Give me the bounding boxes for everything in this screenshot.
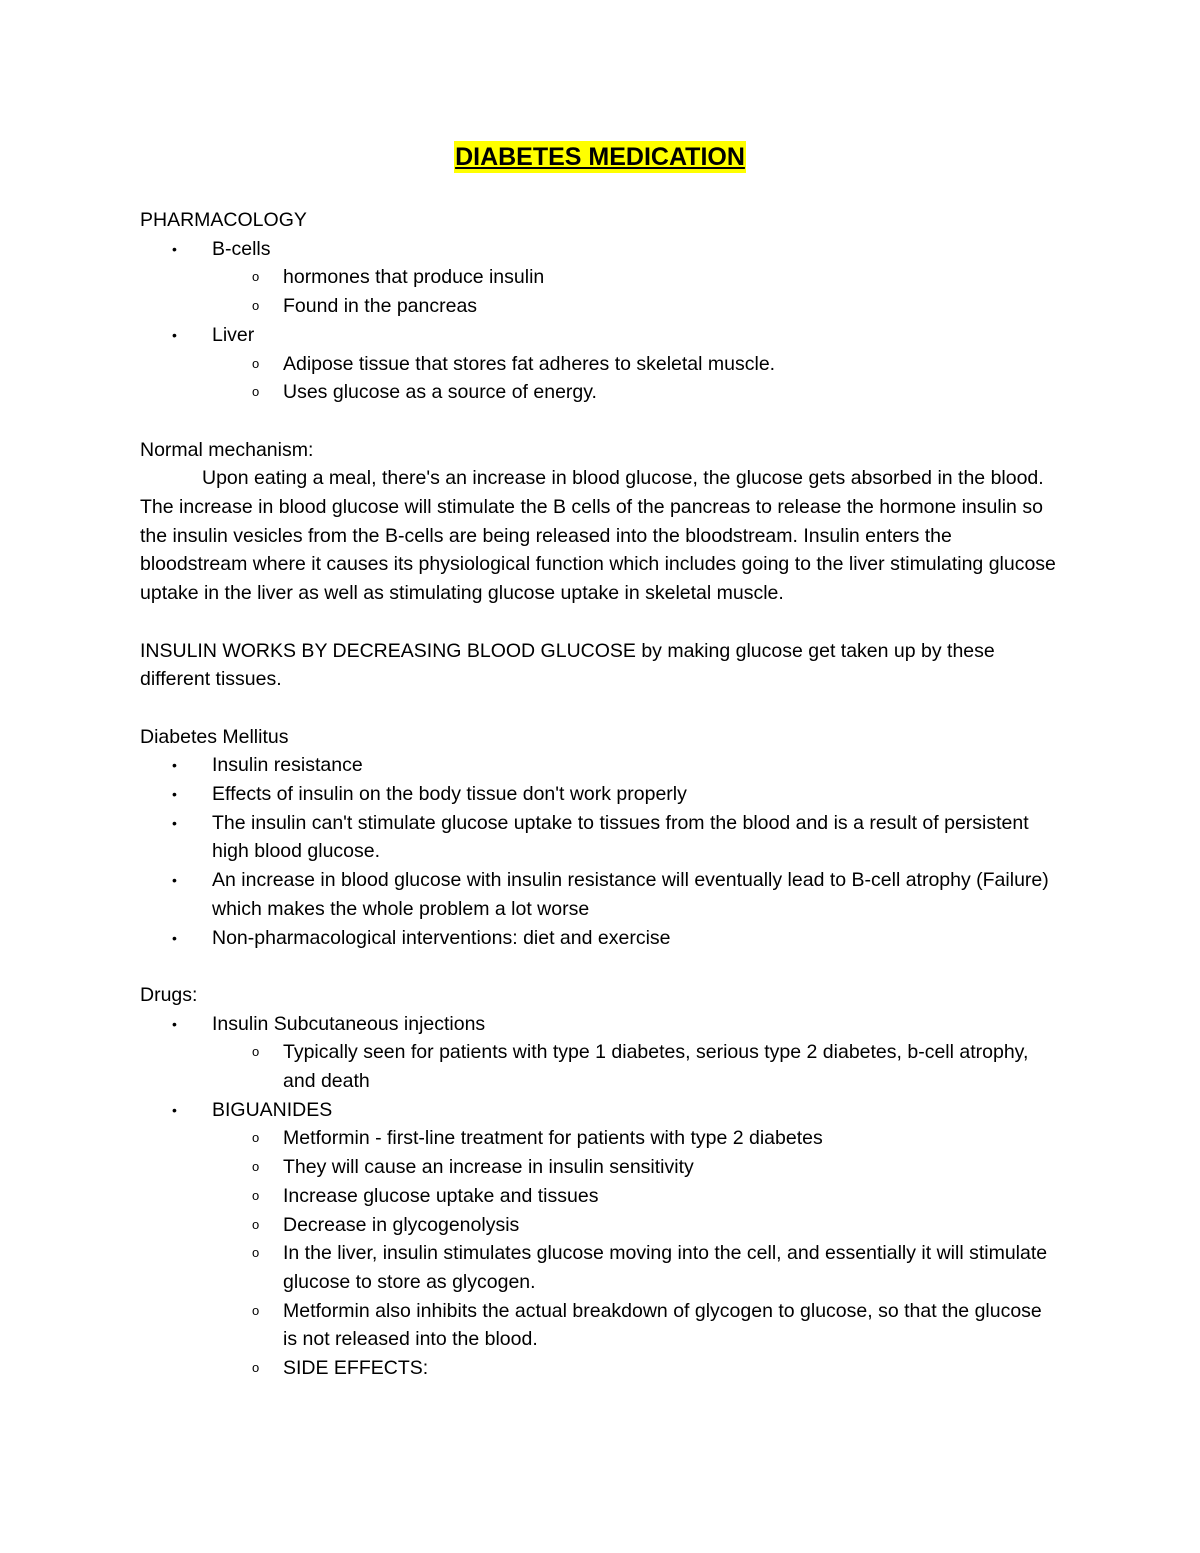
diabetes-mellitus-heading: Diabetes Mellitus bbox=[140, 725, 289, 748]
sublist-item bbox=[212, 1182, 1060, 1211]
sublist-item bbox=[212, 1239, 1060, 1296]
list-item-label: B-cells bbox=[212, 237, 271, 260]
spacer bbox=[140, 407, 1060, 436]
circle-bullet-icon: o bbox=[252, 1216, 260, 1232]
spacer bbox=[140, 608, 1060, 637]
sublist-item-text: Increase glucose uptake and tissues bbox=[283, 1184, 599, 1207]
sublist-item bbox=[212, 1354, 1060, 1383]
normal-mechanism-paragraph: Upon eating a meal, there's an increase in blood glucose, the glucose gets absorbed in the blood. The increase in blood glucose will stimulate the B cells of the pancreas to release the hormone insulin so the insulin vesicles from the B-cells are being released into the bloodstream. Insulin enters the bloodstream where it causes its physiological function which includes going to the liver stimulating glucose uptake in the liver as well as stimulating glucose uptake in skeletal muscle. bbox=[140, 467, 1056, 605]
list-item-label: BIGUANIDES bbox=[212, 1098, 333, 1121]
list-item bbox=[140, 321, 1060, 407]
sublist-item-text: Adipose tissue that stores fat adheres to skeletal muscle. bbox=[283, 352, 776, 375]
sublist-item-text: Uses glucose as a source of energy. bbox=[283, 381, 597, 404]
list-item bbox=[140, 924, 1060, 953]
list-item-text: Non-pharmacological interventions: diet and exercise bbox=[212, 926, 671, 949]
bullet-icon: • bbox=[172, 757, 177, 774]
sublist-item bbox=[212, 1211, 1060, 1240]
sublist-item-text: Metformin also inhibits the actual breakdown of glycogen to glucose, so that the glucose is not released into the blood. bbox=[283, 1299, 1042, 1351]
insulin-statement: INSULIN WORKS BY DECREASING BLOOD GLUCOSE by making glucose get taken up by these different tissues. bbox=[140, 639, 995, 691]
circle-bullet-icon: o bbox=[252, 1187, 260, 1203]
sublist-item bbox=[212, 350, 1060, 379]
spacer bbox=[140, 952, 1060, 981]
list-item bbox=[140, 866, 1060, 923]
sublist-item-text: In the liver, insulin stimulates glucose moving into the cell, and essentially it will stimulate glucose to store as glycogen. bbox=[283, 1242, 1048, 1293]
drugs-list bbox=[140, 1010, 1060, 1383]
sublist-item bbox=[212, 1297, 1060, 1354]
diabetes-mellitus-list bbox=[140, 751, 1060, 952]
circle-bullet-icon: o bbox=[252, 1044, 260, 1060]
circle-bullet-icon: o bbox=[252, 1159, 260, 1175]
drugs-heading: Drugs: bbox=[140, 983, 198, 1006]
list-item-label: Insulin Subcutaneous injections bbox=[212, 1012, 486, 1035]
circle-bullet-icon: o bbox=[252, 1360, 260, 1376]
list-item bbox=[140, 809, 1060, 866]
bullet-icon: • bbox=[172, 240, 177, 257]
sublist-item-text: Typically seen for patients with type 1 diabetes, serious type 2 diabetes, b-cell atrophy, and death bbox=[283, 1041, 1029, 1093]
bullet-icon: • bbox=[172, 326, 177, 343]
bullet-icon: • bbox=[172, 872, 177, 889]
bullet-icon: • bbox=[172, 1101, 177, 1118]
document-content bbox=[140, 206, 1060, 1383]
sublist-item bbox=[212, 263, 1060, 292]
sublist bbox=[212, 1038, 1060, 1095]
list-item bbox=[140, 751, 1060, 780]
circle-bullet-icon: o bbox=[252, 1245, 260, 1261]
sublist-item-text: Metformin - first-line treatment for patients with type 2 diabetes bbox=[283, 1127, 823, 1150]
circle-bullet-icon: o bbox=[252, 1130, 260, 1146]
list-item bbox=[140, 1096, 1060, 1383]
sublist-item bbox=[212, 1153, 1060, 1182]
circle-bullet-icon: o bbox=[252, 298, 260, 314]
sublist-item-text: SIDE EFFECTS: bbox=[283, 1357, 429, 1380]
sublist bbox=[212, 1124, 1060, 1382]
list-item bbox=[140, 1010, 1060, 1096]
bullet-icon: • bbox=[172, 929, 177, 946]
pharmacology-heading: PHARMACOLOGY bbox=[140, 209, 307, 231]
list-item bbox=[140, 235, 1060, 321]
list-item-text: Effects of insulin on the body tissue don't work properly bbox=[212, 783, 687, 806]
sublist-item-text: They will cause an increase in insulin sensitivity bbox=[283, 1156, 694, 1179]
sublist-item bbox=[212, 292, 1060, 321]
title-wrap bbox=[140, 0, 1060, 177]
sublist-item-text: Decrease in glycogenolysis bbox=[283, 1213, 520, 1236]
sublist-item bbox=[212, 1038, 1060, 1095]
document-title: DIABETES MEDICATION bbox=[455, 143, 745, 171]
circle-bullet-icon: o bbox=[252, 269, 260, 285]
list-item-text: The insulin can't stimulate glucose uptake to tissues from the blood and is a result of persistent high blood glucose. bbox=[212, 811, 1029, 863]
sublist-item bbox=[212, 378, 1060, 407]
circle-bullet-icon: o bbox=[252, 1302, 260, 1318]
sublist-item-text: hormones that produce insulin bbox=[283, 266, 545, 289]
sublist bbox=[212, 263, 1060, 320]
bullet-icon: • bbox=[172, 1015, 177, 1032]
sublist-item-text: Found in the pancreas bbox=[283, 295, 478, 318]
spacer bbox=[140, 694, 1060, 723]
pharmacology-list bbox=[140, 235, 1060, 407]
bullet-icon: • bbox=[172, 786, 177, 803]
sublist-item bbox=[212, 1124, 1060, 1153]
sublist bbox=[212, 350, 1060, 407]
circle-bullet-icon: o bbox=[252, 355, 260, 371]
normal-mechanism-heading: Normal mechanism: bbox=[140, 438, 314, 461]
bullet-icon: • bbox=[172, 814, 177, 831]
list-item-label: Liver bbox=[212, 323, 255, 346]
circle-bullet-icon: o bbox=[252, 384, 260, 400]
list-item bbox=[140, 780, 1060, 809]
list-item-text: Insulin resistance bbox=[212, 754, 363, 777]
list-item-text: An increase in blood glucose with insulin resistance will eventually lead to B-cell atrophy (Failure) which makes the whole problem a lot worse bbox=[212, 869, 1049, 920]
